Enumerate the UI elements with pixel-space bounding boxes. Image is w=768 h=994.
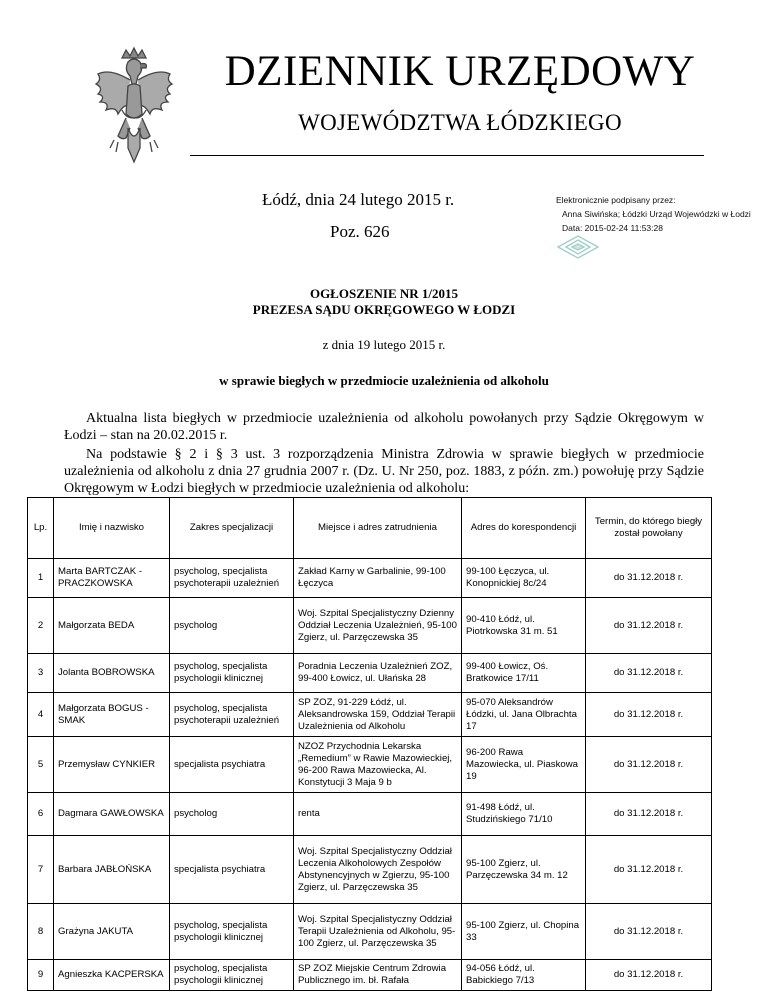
cell-workplace: SP ZOZ Miejskie Centrum Zdrowia Publicznego im. bł. Rafała [294,960,462,991]
cell-workplace: Zakład Karny w Garbalinie, 99-100 Łęczyca [294,559,462,598]
announcement-title-line1: OGŁOSZENIE NR 1/2015 [309,286,459,301]
publication-date: Łódź, dnia 24 lutego 2015 r. [262,190,455,209]
cell-workplace: Woj. Szpital Specjalistyczny Oddział Leczenia Alkoholowych Zespołów Abstynencyjnych w Zgierzu, 95-100 Zgierz, ul. Parzęczewska 35 [294,836,462,904]
cell-term: do 31.12.2018 r. [586,693,712,737]
cell-specialization: psycholog, specjalista psychologii klinicznej [170,654,294,693]
cell-name: Dagmara GAWŁOWSKA [54,793,170,836]
cell-workplace: SP ZOZ, 91-229 Łódź, ul. Aleksandrowska 159, Oddział Terapii Uzależnienia od Alkoholu [294,693,462,737]
announcement-date: z dnia 19 lutego 2015 r. [322,337,446,352]
table-row [28,559,712,598]
cell-workplace: Poradnia Leczenia Uzależnień ZOZ, 99-400 Łowicz, ul. Ułańska 28 [294,654,462,693]
header-name: Imię i nazwisko [54,498,170,559]
cell-name: Jolanta BOBROWSKA [54,654,170,693]
table-row [28,737,712,793]
cell-address: 95-070 Aleksandrów Łódzki, ul. Jana Olbrachta 17 [462,693,586,737]
cell-term: do 31.12.2018 r. [586,737,712,793]
publication-title: DZIENNIK URZĘDOWY [224,48,696,95]
announcement-title-line2: PREZESA SĄDU OKRĘGOWEGO W ŁODZI [252,302,516,317]
table-row [28,793,712,836]
announcement-subject: w sprawie biegłych w przedmiocie uzależnienia od alkoholu [219,373,549,388]
cell-lp: 5 [28,737,54,793]
cell-name: Małgorzata BEDA [54,598,170,654]
cell-specialization: psycholog, specjalista psychoterapii uzależnień [170,693,294,737]
cell-address: 95-100 Zgierz, ul. Chopina 33 [462,904,586,960]
cell-name: Przemysław CYNKIER [54,737,170,793]
intro-paragraph: Aktualna lista biegłych w przedmiocie uzależnienia od alkoholu powołanych przy Sądzie Okręgowym w Łodzi – stan na 20.02.2015 r. [64,411,704,443]
experts-table [27,497,712,991]
electronic-signature [556,193,751,235]
position-number: Poz. 626 [330,222,390,241]
cell-workplace: renta [294,793,462,836]
cell-term: do 31.12.2018 r. [586,960,712,991]
cell-specialization: specjalista psychiatra [170,737,294,793]
cell-address: 96-200 Rawa Mazowiecka, ul. Piaskowa 19 [462,737,586,793]
cell-lp: 2 [28,598,54,654]
cell-address: 90-410 Łódź, ul. Piotrkowska 31 m. 51 [462,598,586,654]
table-row [28,904,712,960]
cell-name: Barbara JABŁOŃSKA [54,836,170,904]
cell-name: Małgorzata BOGUS - SMAK [54,693,170,737]
table-row [28,598,712,654]
cell-term: do 31.12.2018 r. [586,559,712,598]
cell-lp: 1 [28,559,54,598]
cell-specialization: psycholog, specjalista psychologii klinicznej [170,960,294,991]
header-workplace: Miejsce i adres zatrudnienia [294,498,462,559]
cell-lp: 8 [28,904,54,960]
table-header-row [28,498,712,559]
cell-term: do 31.12.2018 r. [586,598,712,654]
header-term: Termin, do którego biegły został powołany [586,498,712,559]
cell-lp: 7 [28,836,54,904]
cell-address: 91-498 Łódź, ul. Studzińskiego 71/10 [462,793,586,836]
header-specialization: Zakres specjalizacji [170,498,294,559]
cell-specialization: psycholog, specjalista psychologii klinicznej [170,904,294,960]
cell-term: do 31.12.2018 r. [586,793,712,836]
table-row [28,654,712,693]
cell-workplace: Woj. Szpital Specjalistyczny Dzienny Oddział Leczenia Uzależnień, 95-100 Zgierz, ul. Parzęczewska 35 [294,598,462,654]
table-row [28,836,712,904]
signature-signer: Anna Siwińska; Łódzki Urząd Wojewódzki w Łodzi [562,209,751,219]
cell-term: do 31.12.2018 r. [586,654,712,693]
cell-lp: 3 [28,654,54,693]
cell-lp: 9 [28,960,54,991]
cell-address: 99-400 Łowicz, Oś. Bratkowice 17/11 [462,654,586,693]
cell-lp: 6 [28,793,54,836]
cell-name: Marta BARTCZAK - PRACZKOWSKA [54,559,170,598]
polish-eagle-emblem-icon [92,44,176,166]
cell-address: 99-100 Łęczyca, ul. Konopnickiej 8c/24 [462,559,586,598]
legal-basis-paragraph: Na podstawie § 2 i § 3 ust. 3 rozporządzenia Ministra Zdrowia w sprawie biegłych w przedmiocie uzależnienia od alkoholu z dnia 27 grudnia 2007 r. (Dz. U. Nr 250, poz. 1883, z późn. zm.) powołuję przy Sądzie Okręgowym w Łodzi biegłych w przedmiocie uzależnienia od alkoholu: [64,447,704,496]
cell-name: Agnieszka KACPERSKA [54,960,170,991]
header-divider [190,155,704,156]
cell-specialization: psycholog, specjalista psychoterapii uzależnień [170,559,294,598]
cell-specialization: psycholog [170,598,294,654]
cell-workplace: NZOZ Przychodnia Lekarska „Remedium” w Rawie Mazowieckiej, 96-200 Rawa Mazowiecka, Al. Konstytucji 3 Maja 9 b [294,737,462,793]
header-address: Adres do korespondencji [462,498,586,559]
signature-verification-icon [556,234,600,260]
table-row [28,693,712,737]
cell-address: 95-100 Zgierz, ul. Parzęczewska 34 m. 12 [462,836,586,904]
cell-address: 94-056 Łódź, ul. Babickiego 7/13 [462,960,586,991]
table-row [28,960,712,991]
cell-lp: 4 [28,693,54,737]
cell-workplace: Woj. Szpital Specjalistyczny Oddział Terapii Uzależnienia od Alkoholu, 95-100 Zgierz, ul. Parzęczewska 35 [294,904,462,960]
signature-date: Data: 2015-02-24 11:53:28 [562,223,663,233]
signature-label: Elektronicznie podpisany przez: [556,195,676,205]
cell-term: do 31.12.2018 r. [586,836,712,904]
publication-subtitle: WOJEWÓDZTWA ŁÓDZKIEGO [298,110,622,135]
cell-specialization: specjalista psychiatra [170,836,294,904]
header-lp: Lp. [28,498,54,559]
cell-specialization: psycholog [170,793,294,836]
cell-name: Grażyna JAKUTA [54,904,170,960]
announcement-title [0,286,768,318]
cell-term: do 31.12.2018 r. [586,904,712,960]
